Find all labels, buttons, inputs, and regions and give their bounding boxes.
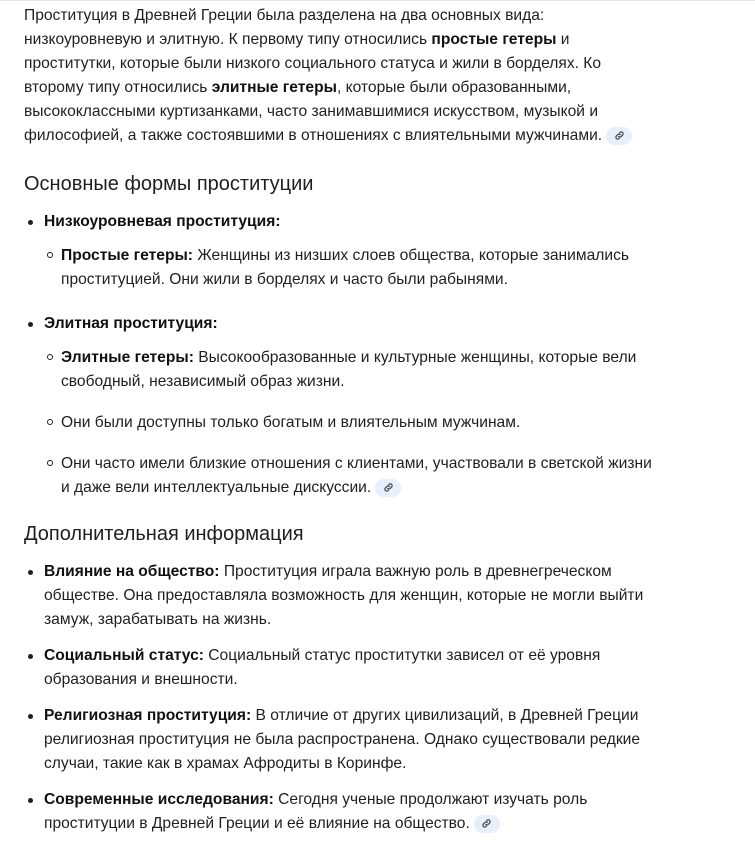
item-label: Современные исследования: bbox=[44, 791, 274, 808]
item-label: Религиозная проституция: bbox=[44, 707, 252, 724]
intro-text: , которые были образованными, высококлассными куртизанками, часто занимавшимися искусством, музыкой и философией, а также состоявшими в отношениях с влиятельными мужчинами. bbox=[24, 79, 603, 144]
sub-list bbox=[44, 346, 664, 500]
item-label: Простые гетеры: bbox=[61, 247, 193, 264]
list-item bbox=[24, 560, 664, 632]
item-text: Высокообразованные и культурные женщины, которые вели свободный, независимый образ жизни. bbox=[61, 349, 637, 390]
sub-list-item bbox=[44, 244, 664, 292]
source-link-button[interactable] bbox=[606, 127, 632, 145]
sub-list-item bbox=[44, 452, 664, 500]
forms-list bbox=[24, 210, 664, 500]
item-text: Проституция играла важную роль в древнегреческом обществе. Она предоставляла возможность для женщин, которые не могли выйти замуж, зарабатывать на жизнь. bbox=[44, 563, 644, 628]
item-text: Они часто имели близкие отношения с клиентами, участвовали в светской жизни и даже вели интеллектуальные дискуссии. bbox=[61, 455, 652, 496]
intro-paragraph bbox=[24, 4, 664, 148]
response-content bbox=[24, 4, 664, 848]
item-text: В отличие от других цивилизаций, в Древней Греции религиозная проституция не была распространена. Однако существовали редкие случаи, такие как в храмах Афродиты в Коринфе. bbox=[44, 707, 641, 772]
sub-list-item bbox=[44, 411, 664, 435]
source-link-button[interactable] bbox=[474, 815, 500, 833]
list-item bbox=[24, 704, 664, 776]
item-text: Они были доступны только богатым и влиятельным мужчинам. bbox=[61, 414, 521, 431]
list-item bbox=[24, 312, 664, 500]
item-label: Социальный статус: bbox=[44, 647, 204, 664]
intro-text: и проститутки, которые были низкого социального статуса и жили в борделях. Ко второму типу относились bbox=[24, 31, 602, 96]
link-icon bbox=[614, 130, 625, 141]
intro-bold: элитные гетеры bbox=[211, 79, 337, 96]
list-item bbox=[24, 644, 664, 692]
list-item bbox=[24, 788, 664, 836]
section-heading: Основные формы проституции bbox=[24, 173, 314, 195]
item-text: Сегодня ученые продолжают изучать роль проституции в Древней Греции и её влияние на общество. bbox=[44, 791, 588, 832]
list-item bbox=[24, 210, 664, 292]
info-list bbox=[24, 560, 664, 836]
item-text: Женщины из низших слоев общества, которые занимались проституцией. Они жили в борделях и часто были рабынями. bbox=[61, 247, 630, 288]
sub-list bbox=[44, 244, 664, 292]
sub-list-item bbox=[44, 346, 664, 394]
section-heading: Дополнительная информация bbox=[24, 523, 304, 545]
item-text: Социальный статус проститутки зависел от её уровня образования и внешности. bbox=[44, 647, 601, 688]
item-label: Элитная проституция: bbox=[44, 315, 218, 332]
source-link-button[interactable] bbox=[375, 479, 401, 497]
item-label: Влияние на общество: bbox=[44, 563, 220, 580]
link-icon bbox=[383, 482, 394, 493]
top-divider bbox=[0, 0, 755, 1]
intro-bold: простые гетеры bbox=[431, 31, 557, 48]
item-label: Элитные гетеры: bbox=[61, 349, 194, 366]
link-icon bbox=[481, 818, 492, 829]
item-label: Низкоуровневая проституция: bbox=[44, 213, 281, 230]
intro-text: Проституция в Древней Греции была разделена на два основных вида: низкоуровневую и элитную. К первому типу относились bbox=[24, 7, 545, 48]
